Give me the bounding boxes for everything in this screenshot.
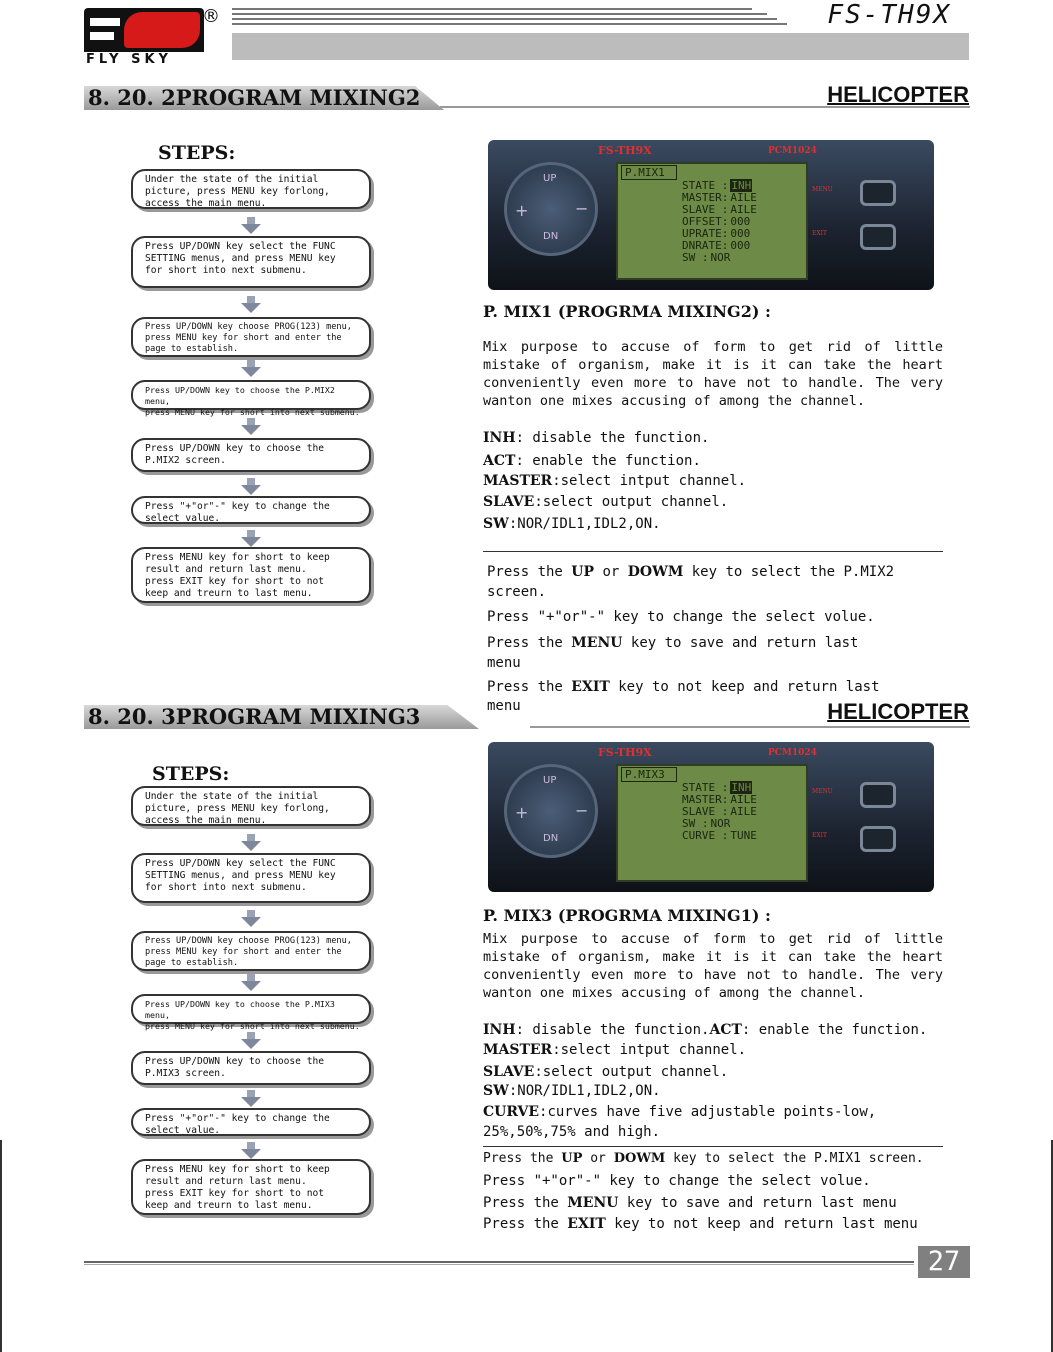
step-box: Press MENU key for short to keep result and return last menu. press EXIT key for short to not keep and treurn to last menu. xyxy=(131,547,371,603)
step-box: Press "+"or"-" key to change the select value. xyxy=(131,496,371,524)
step-box: Under the state of the initial picture, press MENU key forlong, access the main menu. xyxy=(131,786,371,826)
category-label: HELICOPTER xyxy=(827,82,969,107)
footer-rule xyxy=(84,1261,914,1265)
instruction-line: Press "+"or"-" key to change the select volue. xyxy=(483,1173,871,1189)
def-master: MASTER:select intput channel. xyxy=(483,473,747,489)
def-sw: SW:NOR/IDL1,IDL2,ON. xyxy=(483,516,661,532)
step-box: Press UP/DOWN key select the FUNC SETTING menus, and press MENU key for short into next submenu. xyxy=(131,853,371,903)
lcd-screen: P.MIX1 STATE : INH MASTER: AILE SLAVE : AILE OFFSET: 000 UPRATE: 000 DNRATE: 000 SW : NOR xyxy=(616,162,808,280)
instruction-line: menu xyxy=(487,655,521,671)
down-arrow-icon xyxy=(241,530,261,548)
step-box: Press UP/DOWN key choose PROG(123) menu, press MENU key for short and enter the page to establish. xyxy=(131,931,371,971)
dpad-icon: UP + − DN xyxy=(504,162,598,256)
def-inh: INH: disable the function. xyxy=(483,430,710,446)
divider xyxy=(483,1146,943,1147)
lcd-screen: P.MIX3 STATE : INH MASTER: AILE SLAVE : AILE SW : NOR CURVE : TUNE xyxy=(616,764,808,882)
instruction-line: Press "+"or"-" key to change the select volue. xyxy=(487,609,875,625)
steps-label: STEPS: xyxy=(158,142,236,164)
menu-button-icon xyxy=(860,180,896,206)
flysky-logo xyxy=(84,8,214,67)
step-box: Press UP/DOWN key to choose the P.MIX2 menu, press MENU key for short into next submenu. xyxy=(131,380,371,410)
header-lines xyxy=(232,8,792,28)
device-mode: PCM1024 xyxy=(768,748,817,758)
section-title: 8. 20. 3PROGRAM MIXING3 xyxy=(88,704,421,729)
down-arrow-icon xyxy=(241,974,261,992)
transmitter-screenshot: FS-TH9X PCM1024 UP + − DN P.MIX1 STATE : INH MASTER: AILE SLAVE : AILE OFFSET: 000 UPRATE: 000 DNRATE: 000 SW : NOR MENU EXIT xyxy=(488,140,934,290)
def-slave: SLAVE:select output channel. xyxy=(483,1064,729,1080)
exit-button-icon xyxy=(860,224,896,250)
instruction-line: Press the EXIT key to not keep and return last menu xyxy=(483,1216,918,1232)
instruction-line: Press the UP or DOWM key to select the P.MIX2 xyxy=(487,564,895,580)
fs-logo-mark xyxy=(84,8,204,52)
down-arrow-icon xyxy=(241,910,261,928)
category-label: HELICOPTER xyxy=(827,699,969,724)
transmitter-screenshot: FS-TH9X PCM1024 UP + − DN P.MIX3 STATE : INH MASTER: AILE SLAVE : AILE SW : NOR CURVE : TUNE MENU EXIT xyxy=(488,742,934,892)
page-number: 27 xyxy=(918,1246,970,1278)
mix-description: Mix purpose to accuse of form to get rid of little mistake of organism, make it is it can take the heart conveniently even more to have not to handle. The very wanton one mixes accusing of among the channel. xyxy=(483,931,943,1001)
menu-button-icon xyxy=(860,782,896,808)
instruction-line: menu xyxy=(487,698,521,714)
down-arrow-icon xyxy=(241,296,261,314)
step-box: Press MENU key for short to keep result and return last menu. press EXIT key for short to not keep and treurn to last menu. xyxy=(131,1159,371,1215)
def-master: MASTER:select intput channel. xyxy=(483,1042,747,1058)
step-box: Press UP/DOWN key to choose the P.MIX2 screen. xyxy=(131,438,371,472)
divider xyxy=(483,551,943,552)
device-mode: PCM1024 xyxy=(768,146,817,156)
dpad-icon: UP + − DN xyxy=(504,764,598,858)
device-brand: FS-TH9X xyxy=(598,746,652,759)
down-arrow-icon xyxy=(241,217,261,235)
section-rule xyxy=(530,726,970,728)
down-arrow-icon xyxy=(241,1032,261,1050)
instruction-line: Press the MENU key to save and return last menu xyxy=(483,1195,897,1211)
mix-heading: P. MIX1 (PROGRMA MIXING2) : xyxy=(483,302,771,321)
model-name: FS-TH9X xyxy=(827,0,951,30)
down-arrow-icon xyxy=(241,834,261,852)
step-box: Press "+"or"-" key to change the select value. xyxy=(131,1108,371,1136)
lcd-title: P.MIX3 xyxy=(621,767,677,782)
step-box: Press UP/DOWN key to choose the P.MIX3 menu, press MENU key for short into next submenu. xyxy=(131,994,371,1024)
step-box: Press UP/DOWN key to choose the P.MIX3 screen. xyxy=(131,1051,371,1085)
section-title-bar xyxy=(84,86,444,110)
mix-heading: P. MIX3 (PROGRMA MIXING1) : xyxy=(483,906,771,925)
def-curve: CURVE:curves have five adjustable points-low, xyxy=(483,1104,877,1120)
def-sw: SW:NOR/IDL1,IDL2,ON. xyxy=(483,1083,661,1099)
registered-mark: ® xyxy=(202,6,220,27)
down-arrow-icon xyxy=(241,418,261,436)
section-title: 8. 20. 2PROGRAM MIXING2 xyxy=(88,85,421,110)
instruction-line: Press the MENU key to save and return last xyxy=(487,635,859,651)
steps-label: STEPS: xyxy=(152,763,230,785)
step-box: Press UP/DOWN key select the FUNC SETTING menus, and press MENU key for short into next submenu. xyxy=(131,236,371,288)
header-band xyxy=(232,33,969,60)
down-arrow-icon xyxy=(241,1142,261,1160)
step-box: Press UP/DOWN key choose PROG(123) menu, press MENU key for short and enter the page to establish. xyxy=(131,317,371,357)
instruction-line: screen. xyxy=(487,584,547,600)
scan-edge xyxy=(0,1140,2,1352)
section-title-bar xyxy=(84,705,479,729)
device-brand: FS-TH9X xyxy=(598,144,652,157)
step-box: Under the state of the initial picture, press MENU key forlong, access the main menu. xyxy=(131,169,371,209)
instruction-line: Press the EXIT key to not keep and return last xyxy=(487,679,880,695)
def-inh-act: INH: disable the function.ACT: enable the function. xyxy=(483,1022,928,1038)
mix-description: Mix purpose to accuse of form to get rid of little mistake of organism, make it is it can take the heart conveniently even more to have not to handle. The very wanton one mixes accusing of among the channel. xyxy=(483,339,943,409)
down-arrow-icon xyxy=(241,360,261,378)
exit-button-icon xyxy=(860,826,896,852)
def-slave: SLAVE:select output channel. xyxy=(483,494,729,510)
instruction-line: Press the UP or DOWM key to select the P.MIX1 screen. xyxy=(483,1151,924,1166)
def-curve-cont: 25%,50%,75% and high. xyxy=(483,1124,661,1140)
def-act: ACT: enable the function. xyxy=(483,453,701,469)
logo-text: FLY SKY xyxy=(86,52,172,67)
lcd-title: P.MIX1 xyxy=(621,165,677,180)
down-arrow-icon xyxy=(241,1090,261,1108)
down-arrow-icon xyxy=(241,478,261,496)
